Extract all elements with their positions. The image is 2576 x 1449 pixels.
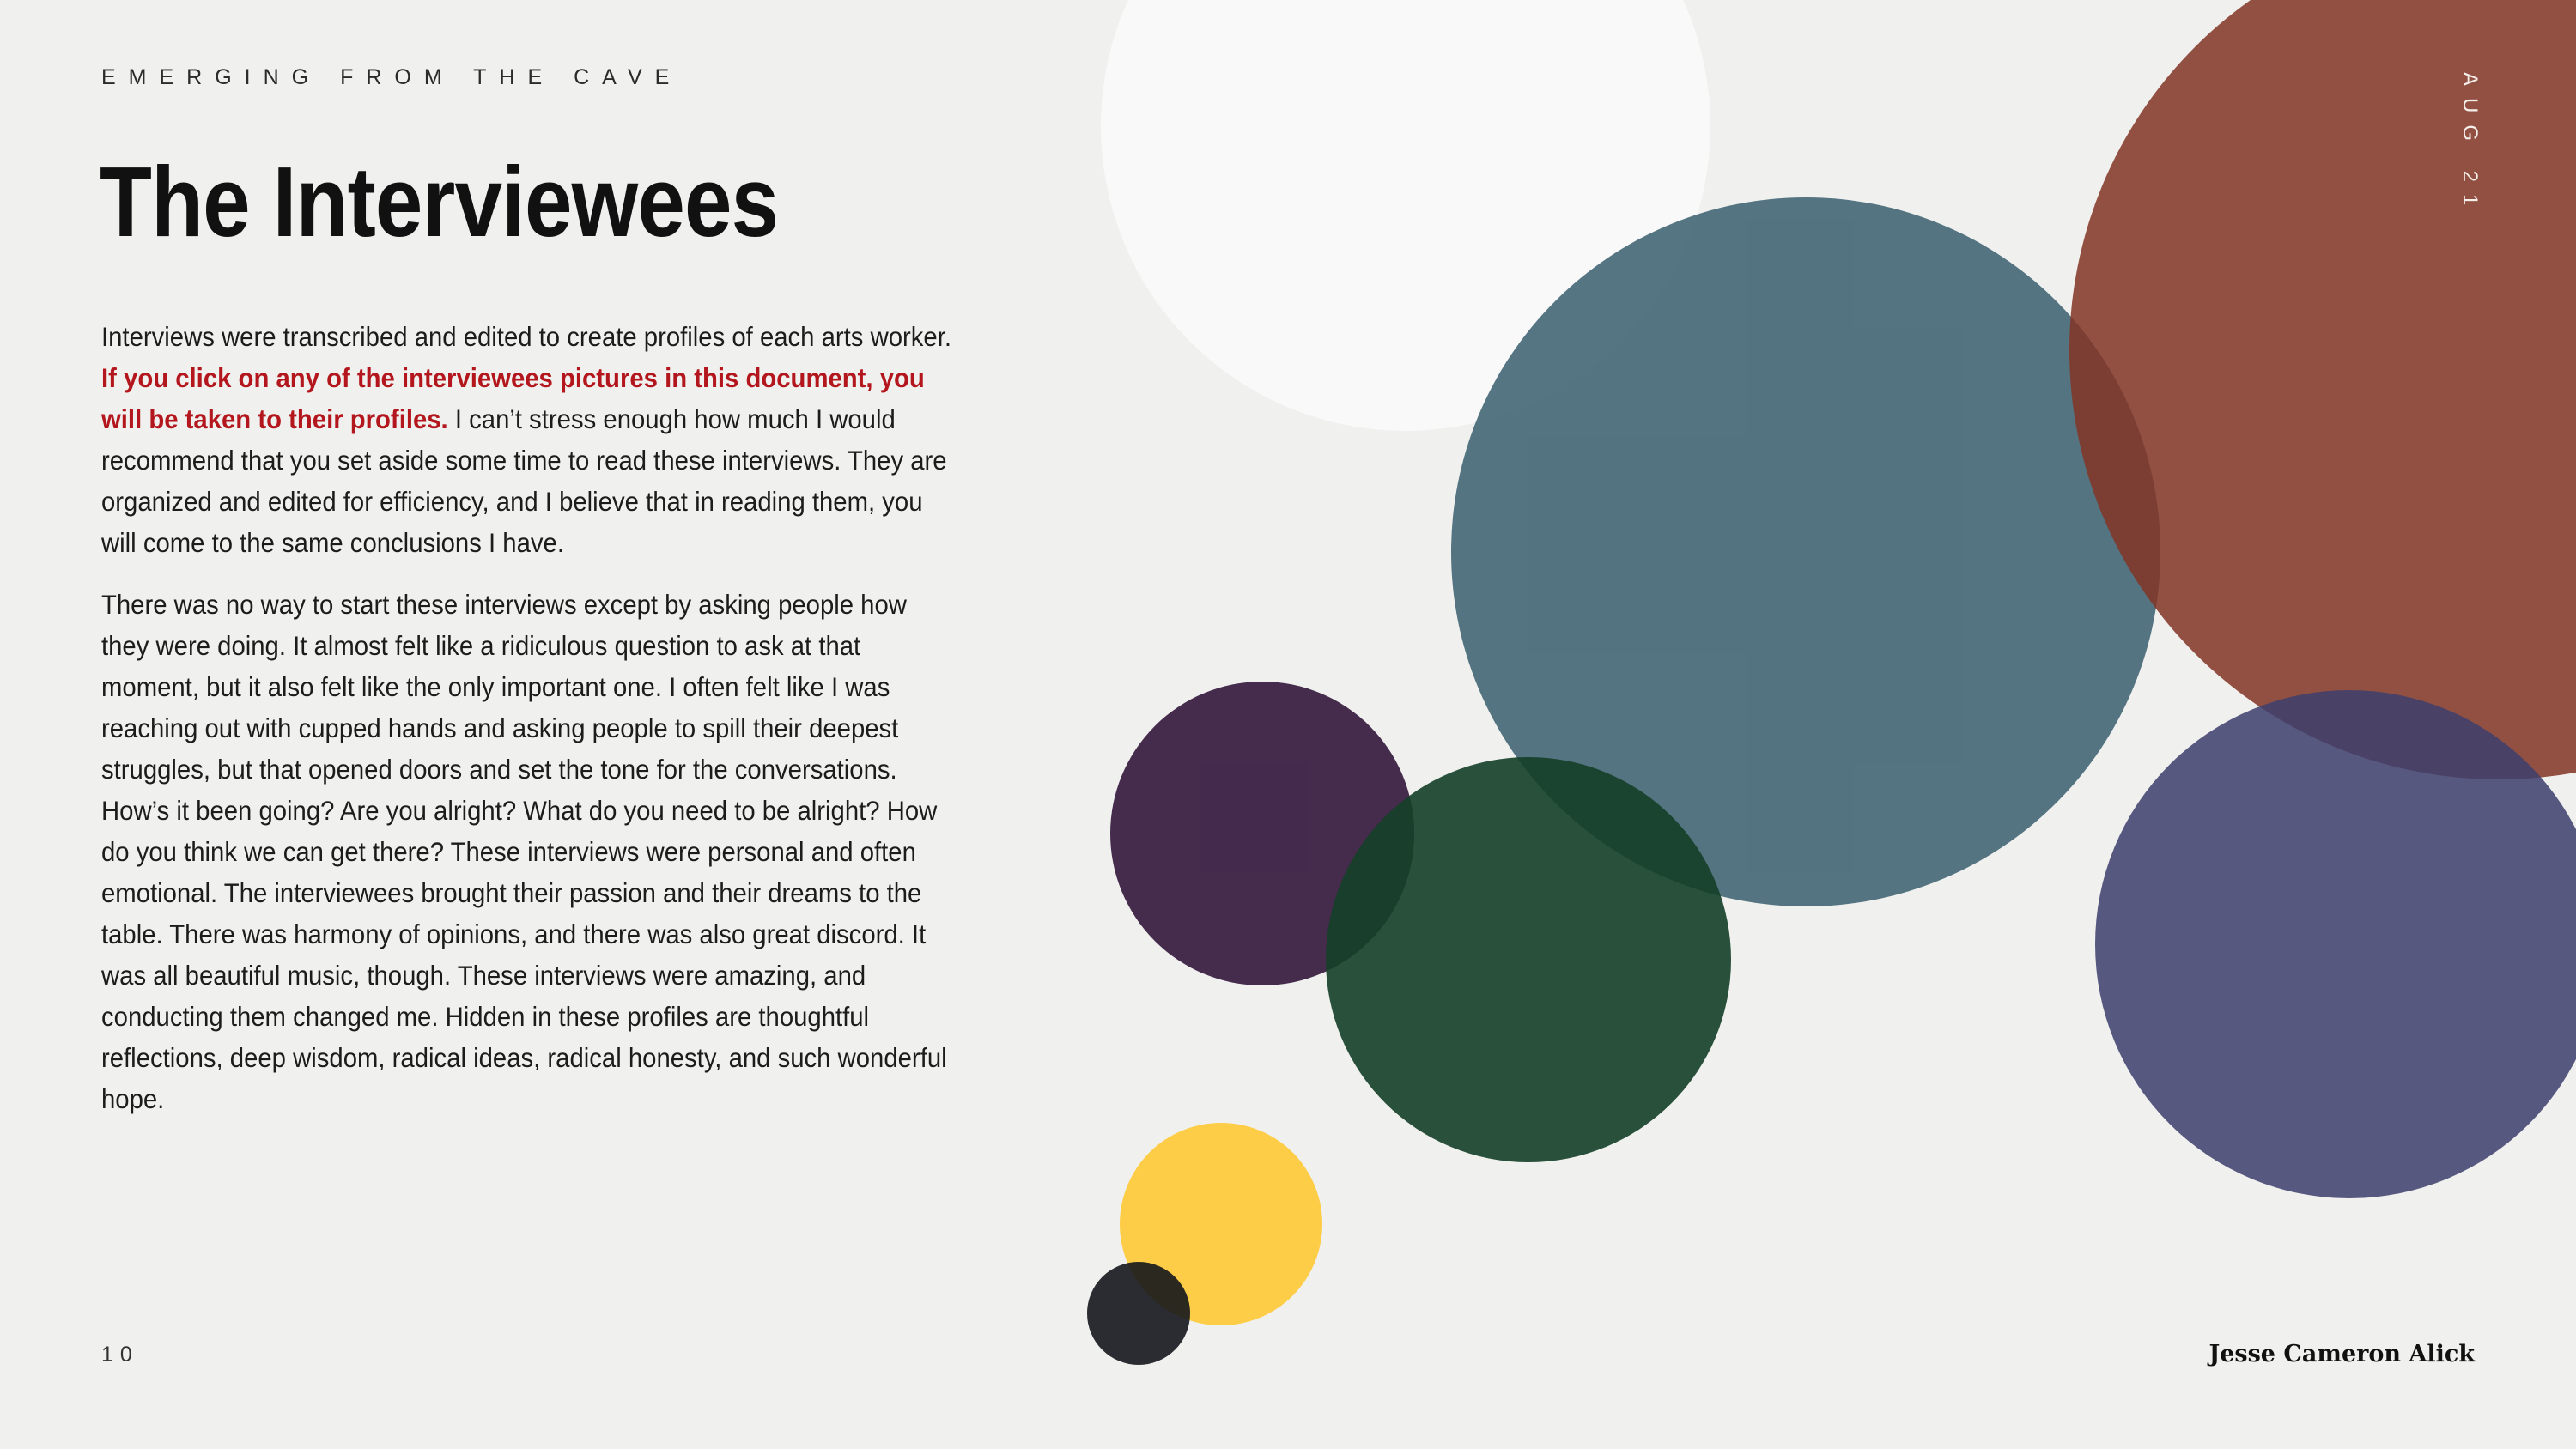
author-name: Jesse Cameron Alick <box>2208 1341 2475 1367</box>
decorative-circle-green <box>1326 757 1731 1162</box>
body-text <box>101 316 960 1140</box>
decorative-circle-navy <box>2095 690 2576 1198</box>
page-title: The Interviewees <box>100 146 779 258</box>
paragraph-interviews: There was no way to start these interviews except by asking people how they were doing. It almost felt like a ridiculous question to ask at that moment, but it also felt like the only important one. I often felt like I was reaching out with cupped hands and asking people to spill their deepest struggles, but that opened doors and set the tone for the conversations. How’s it been going? Are you alright? What do you need to be alright? How do you think we can get there? These interviews were personal and often emotional. The interviewees brought their passion and their dreams to the table. There was harmony of opinions, and there was also great discord. It was all beautiful music, though. These interviews were amazing, and conducting them changed me. Hidden in these profiles are thoughtful reflections, deep wisdom, radical ideas, radical honesty, and such wonderful hope. <box>101 589 947 1114</box>
paragraph-intro-rest: I can’t stress enough how much I would recommend that you set aside some time to read these interviews. They are organized and edited for efficiency, and I believe that in reading them, you will come to the same conclusions I have. <box>101 403 947 558</box>
paragraph-intro-lead: Interviews were transcribed and edited to create profiles of each arts worker. <box>101 321 952 352</box>
profile-link-note: If you click on any of the interviewees pictures in this document, you will be taken to their profiles. <box>101 362 925 434</box>
paragraph-intro <box>101 316 960 563</box>
page-number: 10 <box>101 1343 139 1367</box>
decorative-circle-brown <box>2069 0 2576 779</box>
decorative-circle-black <box>1087 1262 1190 1365</box>
section-kicker: EMERGING FROM THE CAVE <box>101 65 683 89</box>
issue-date: AUG 21 <box>2458 72 2482 218</box>
